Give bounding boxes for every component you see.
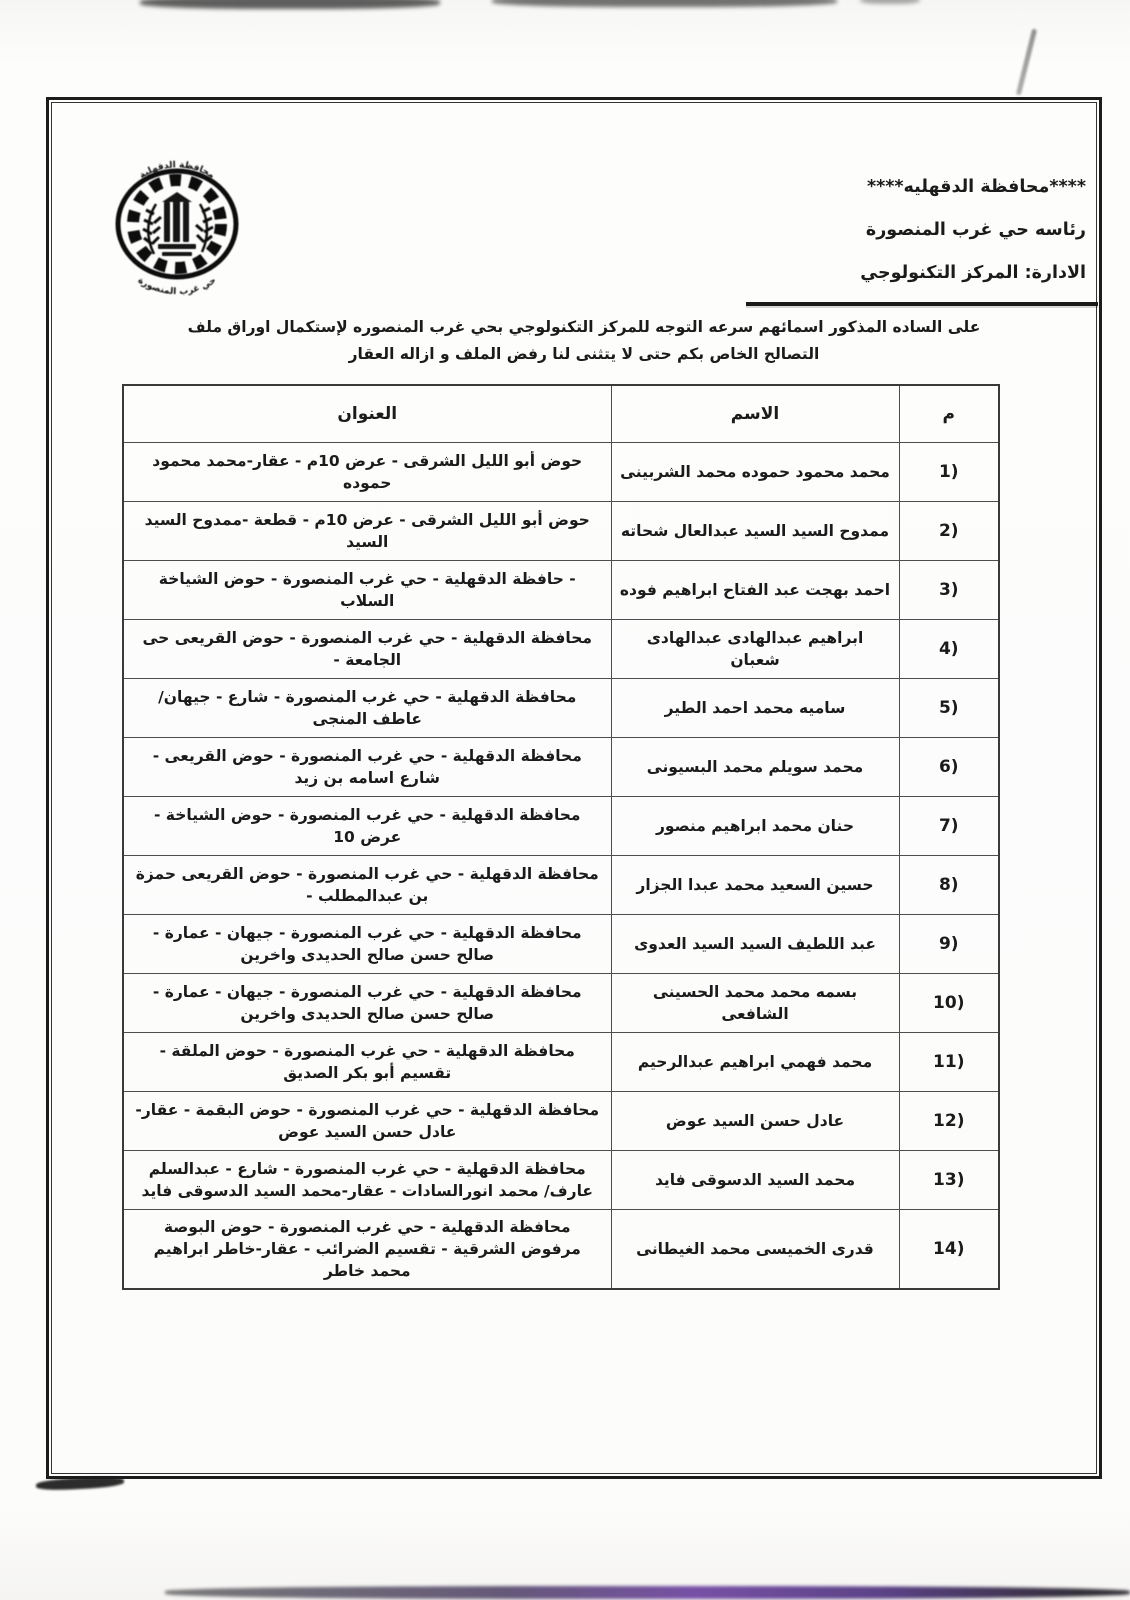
row-name: قدرى الخميسى محمد الغيطانى <box>611 1210 899 1290</box>
row-address: حوض أبو الليل الشرقى - عرض 10م - قطعة -ممدوح السيد السيد <box>123 502 611 561</box>
scan-smudge-top <box>140 0 440 9</box>
row-number: 7) <box>899 797 999 856</box>
row-number: 9) <box>899 915 999 974</box>
table-row <box>123 738 999 797</box>
row-name: ابراهيم عبدالهادى عبدالهادى شعبان <box>611 620 899 679</box>
scan-scratch-mark <box>1016 28 1037 95</box>
row-address: محافظة الدقهلية - حي غرب المنصورة - حوض القريعى - شارع اسامه بن زيد <box>123 738 611 797</box>
table-row <box>123 1210 999 1290</box>
letterhead-district: رئاسه حي غرب المنصورة <box>865 220 1086 240</box>
notice-line-2: التصالح الخاص بكم حتى لا يتثنى لنا رفض الملف و ازاله العقار <box>348 345 820 363</box>
row-name: محمد سويلم محمد البسيونى <box>611 738 899 797</box>
row-number: 5) <box>899 679 999 738</box>
row-address: حوض أبو الليل الشرقى - عرض 10م - عقار-محمد محمود حموده <box>123 443 611 502</box>
table-row <box>123 679 999 738</box>
row-address: محافظة الدقهلية - حي غرب المنصورة - جيهان - عمارة - صالح حسن صالح الحديدى واخرين <box>123 974 611 1033</box>
row-name: احمد بهجت عبد الفتاح ابراهيم فوده <box>611 561 899 620</box>
notice-paragraph <box>158 314 1010 368</box>
emblem-bottom-text: حي غرب المنصورة <box>135 275 219 298</box>
row-address: محافظة الدقهلية - حي غرب المنصورة - شارع - عبدالسلم عارف/ محمد انورالسادات - عقار-محمد السيد الدسوقى فايد <box>123 1151 611 1210</box>
scan-smudge-top <box>492 0 837 7</box>
row-address: محافظة الدقهلية - حي غرب المنصورة - حوض البوصة مرفوض الشرقية - تقسيم الضرائب - عقار-خاطر ابراهيم محمد خاطر <box>123 1210 611 1290</box>
row-number: 11) <box>899 1033 999 1092</box>
table-row <box>123 1033 999 1092</box>
row-name: محمد محمود حموده محمد الشربينى <box>611 443 899 502</box>
table-row <box>123 502 999 561</box>
row-name: عادل حسن السيد عوض <box>611 1092 899 1151</box>
letterhead-department: الادارة: المركز التكنولوجي <box>860 263 1086 283</box>
row-number: 3) <box>899 561 999 620</box>
row-number: 12) <box>899 1092 999 1151</box>
notice-line-1: على الساده المذكور اسمائهم سرعه التوجه للمركز التكنولوجي بحي غرب المنصوره لإستكمال اوراق ملف <box>187 318 981 336</box>
emblem-top-text: محافظة الدقهلية <box>137 160 217 182</box>
table-row <box>123 1092 999 1151</box>
table-row <box>123 797 999 856</box>
row-name: ممدوح السيد السيد عبدالعال شحاته <box>611 502 899 561</box>
scan-smudge-top <box>860 0 920 4</box>
row-name: بسمه محمد محمد الحسينى الشافعى <box>611 974 899 1033</box>
row-address: محافظة الدقهلية - حي غرب المنصورة - جيهان - عمارة - صالح حسن صالح الحديدى واخرين <box>123 915 611 974</box>
row-name: محمد السيد الدسوقى فايد <box>611 1151 899 1210</box>
district-emblem-logo <box>92 146 260 298</box>
table-row <box>123 915 999 974</box>
row-name: محمد فهمي ابراهيم عبدالرحيم <box>611 1033 899 1092</box>
row-number: 2) <box>899 502 999 561</box>
row-name: عبد اللطيف السيد السيد العدوى <box>611 915 899 974</box>
column-header-address: العنوان <box>123 385 611 443</box>
row-address: محافظة الدقهلية - حي غرب المنصورة - حوض القريعى حمزة بن عبدالمطلب - <box>123 856 611 915</box>
table-header-row <box>123 385 999 443</box>
table-row <box>123 974 999 1033</box>
row-number: 14) <box>899 1210 999 1290</box>
letterhead-underline <box>746 302 1098 306</box>
row-address: محافظة الدقهلية - حي غرب المنصورة - شارع - جيهان/ عاطف المنجى <box>123 679 611 738</box>
row-address: محافظة الدقهلية - حي غرب المنصورة - حوض الملقة - تقسيم أبو بكر الصديق <box>123 1033 611 1092</box>
records-table <box>122 384 1000 1290</box>
column-header-number: م <box>899 385 999 443</box>
row-name: ساميه محمد احمد الطير <box>611 679 899 738</box>
table-row <box>123 561 999 620</box>
row-address: محافظة الدقهلية - حي غرب المنصورة - حوض الشياخة - عرض 10 <box>123 797 611 856</box>
scan-smudge-bottom <box>165 1586 1130 1599</box>
column-header-name: الاسم <box>611 385 899 443</box>
row-number: 1) <box>899 443 999 502</box>
row-address: محافظة الدقهلية - حي غرب المنصورة - حوض القريعى حى الجامعة - <box>123 620 611 679</box>
records-table-body <box>123 443 999 1290</box>
row-name: حسين السعيد محمد عبدا الجزار <box>611 856 899 915</box>
table-row <box>123 856 999 915</box>
row-name: حنان محمد ابراهيم منصور <box>611 797 899 856</box>
row-number: 13) <box>899 1151 999 1210</box>
row-address: محافظة الدقهلية - حي غرب المنصورة - حوض البقمة - عقار-عادل حسن السيد عوض <box>123 1092 611 1151</box>
row-number: 4) <box>899 620 999 679</box>
row-number: 6) <box>899 738 999 797</box>
table-row <box>123 620 999 679</box>
row-number: 8) <box>899 856 999 915</box>
letterhead-governorate: ****محافظة الدقهليه**** <box>866 177 1086 197</box>
letterhead <box>656 166 1086 295</box>
table-row <box>123 443 999 502</box>
row-address: - حافظة الدقهلية - حي غرب المنصورة - حوض الشياخة السلاب <box>123 561 611 620</box>
row-number: 10) <box>899 974 999 1033</box>
table-row <box>123 1151 999 1210</box>
